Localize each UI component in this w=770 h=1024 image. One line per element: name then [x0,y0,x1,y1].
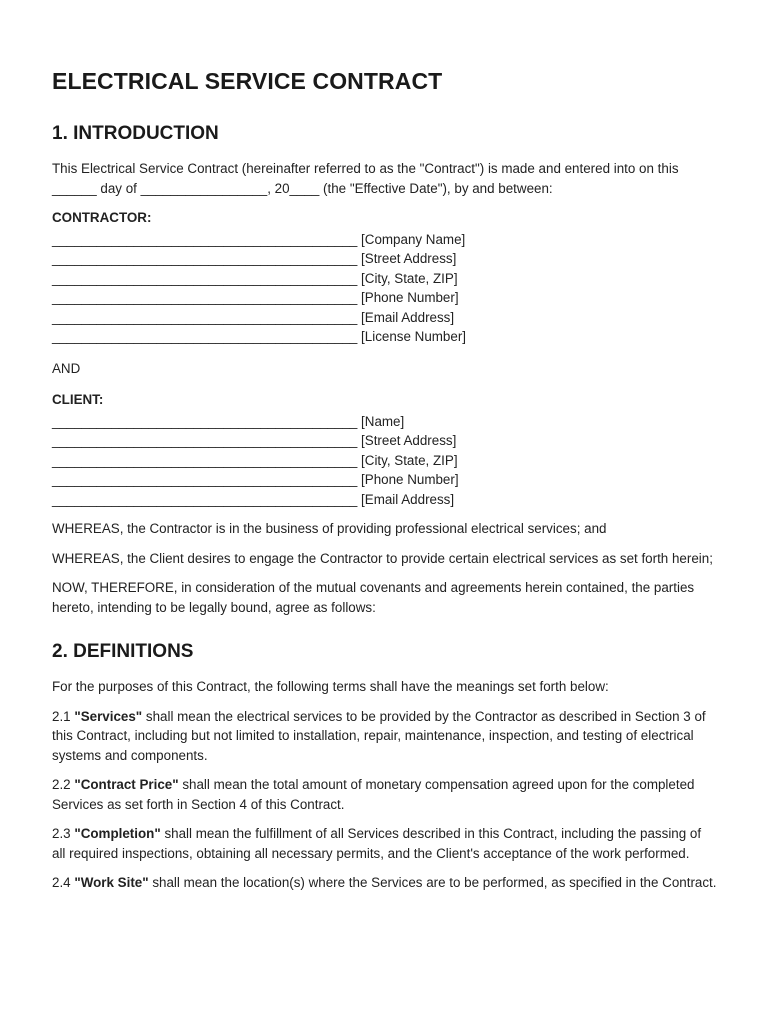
client-label: CLIENT: [52,392,104,407]
client-city-state-zip-line: _________________________________________ [City, State, ZIP] [52,452,458,468]
definition-term: "Contract Price" [74,777,179,792]
definition-term: "Completion" [74,826,161,841]
contractor-phone-number-line: _________________________________________ [Phone Number] [52,290,459,305]
definition-number: 2.4 [52,875,71,890]
definition-term: "Services" [74,708,143,724]
definition-text: shall mean the location(s) where the Services are to be performed, as specified in the Contract. [152,875,717,890]
definition-item [52,707,718,766]
definition-text: shall mean the fulfillment of all Services described in this Contract, including the passing of all required inspections, obtaining all necessary permits, and the Client's acceptance of the work performed. [52,826,702,861]
definition-number: 2.3 [52,826,71,841]
contractor-street-address-line: _________________________________________ [Street Address] [52,251,457,266]
client-phone-number-line: _________________________________________ [Phone Number] [52,472,459,487]
whereas-clause-2: WHEREAS, the Client desires to engage the Contractor to provide certain electrical services as set forth herein; [52,550,713,566]
client-name-line: _________________________________________ [Name] [52,413,405,429]
contractor-label: CONTRACTOR: [52,210,152,225]
client-email-address-line: _________________________________________ [Email Address] [52,491,455,507]
section-definitions [52,641,718,893]
and-separator: AND [52,360,81,376]
definition-number: 2.2 [52,777,71,792]
contractor-fields [52,230,718,347]
now-therefore-clause: NOW, THEREFORE, in consideration of the mutual covenants and agreements herein contained, the parties hereto, intending to be legally bound, agree as follows: [52,580,695,615]
definition-item [52,824,718,863]
section-introduction [52,123,718,617]
contractor-email-address-line: _________________________________________ [Email Address] [52,309,455,325]
definition-text: shall mean the total amount of monetary compensation agreed upon for the completed Services as set forth in Section 4 of this Contract. [52,777,695,812]
client-fields [52,412,718,510]
contractor-company-name-line: _________________________________________ [Company Name] [52,231,466,247]
client-street-address-line: _________________________________________ [Street Address] [52,433,457,448]
opening-paragraph: This Electrical Service Contract (hereinafter referred to as the "Contract") is made and entered into on this ______ day of _________________, 20____ (the "Effective Date"), by and between: [52,161,679,196]
definitions-lead: For the purposes of this Contract, the following terms shall have the meanings set forth below: [52,679,609,694]
definition-item [52,775,718,814]
document-title: ELECTRICAL SERVICE CONTRACT [52,68,443,94]
definition-item [52,873,718,893]
definition-text: shall mean the electrical services to be provided by the Contractor as described in Section 3 of this Contract, including but not limited to installation, repair, maintenance, inspection, and testing of electrical systems and components. [52,708,706,763]
definition-number: 2.1 [52,708,71,724]
whereas-clause-1: WHEREAS, the Contractor is in the business of providing professional electrical services; and [52,521,607,536]
section-heading-introduction: 1. INTRODUCTION [52,123,219,144]
section-heading-definitions: 2. DEFINITIONS [52,641,194,662]
definition-term: "Work Site" [74,875,149,890]
contractor-license-number-line: _________________________________________ [License Number] [52,329,466,344]
contractor-city-state-zip-line: _________________________________________ [City, State, ZIP] [52,270,458,286]
